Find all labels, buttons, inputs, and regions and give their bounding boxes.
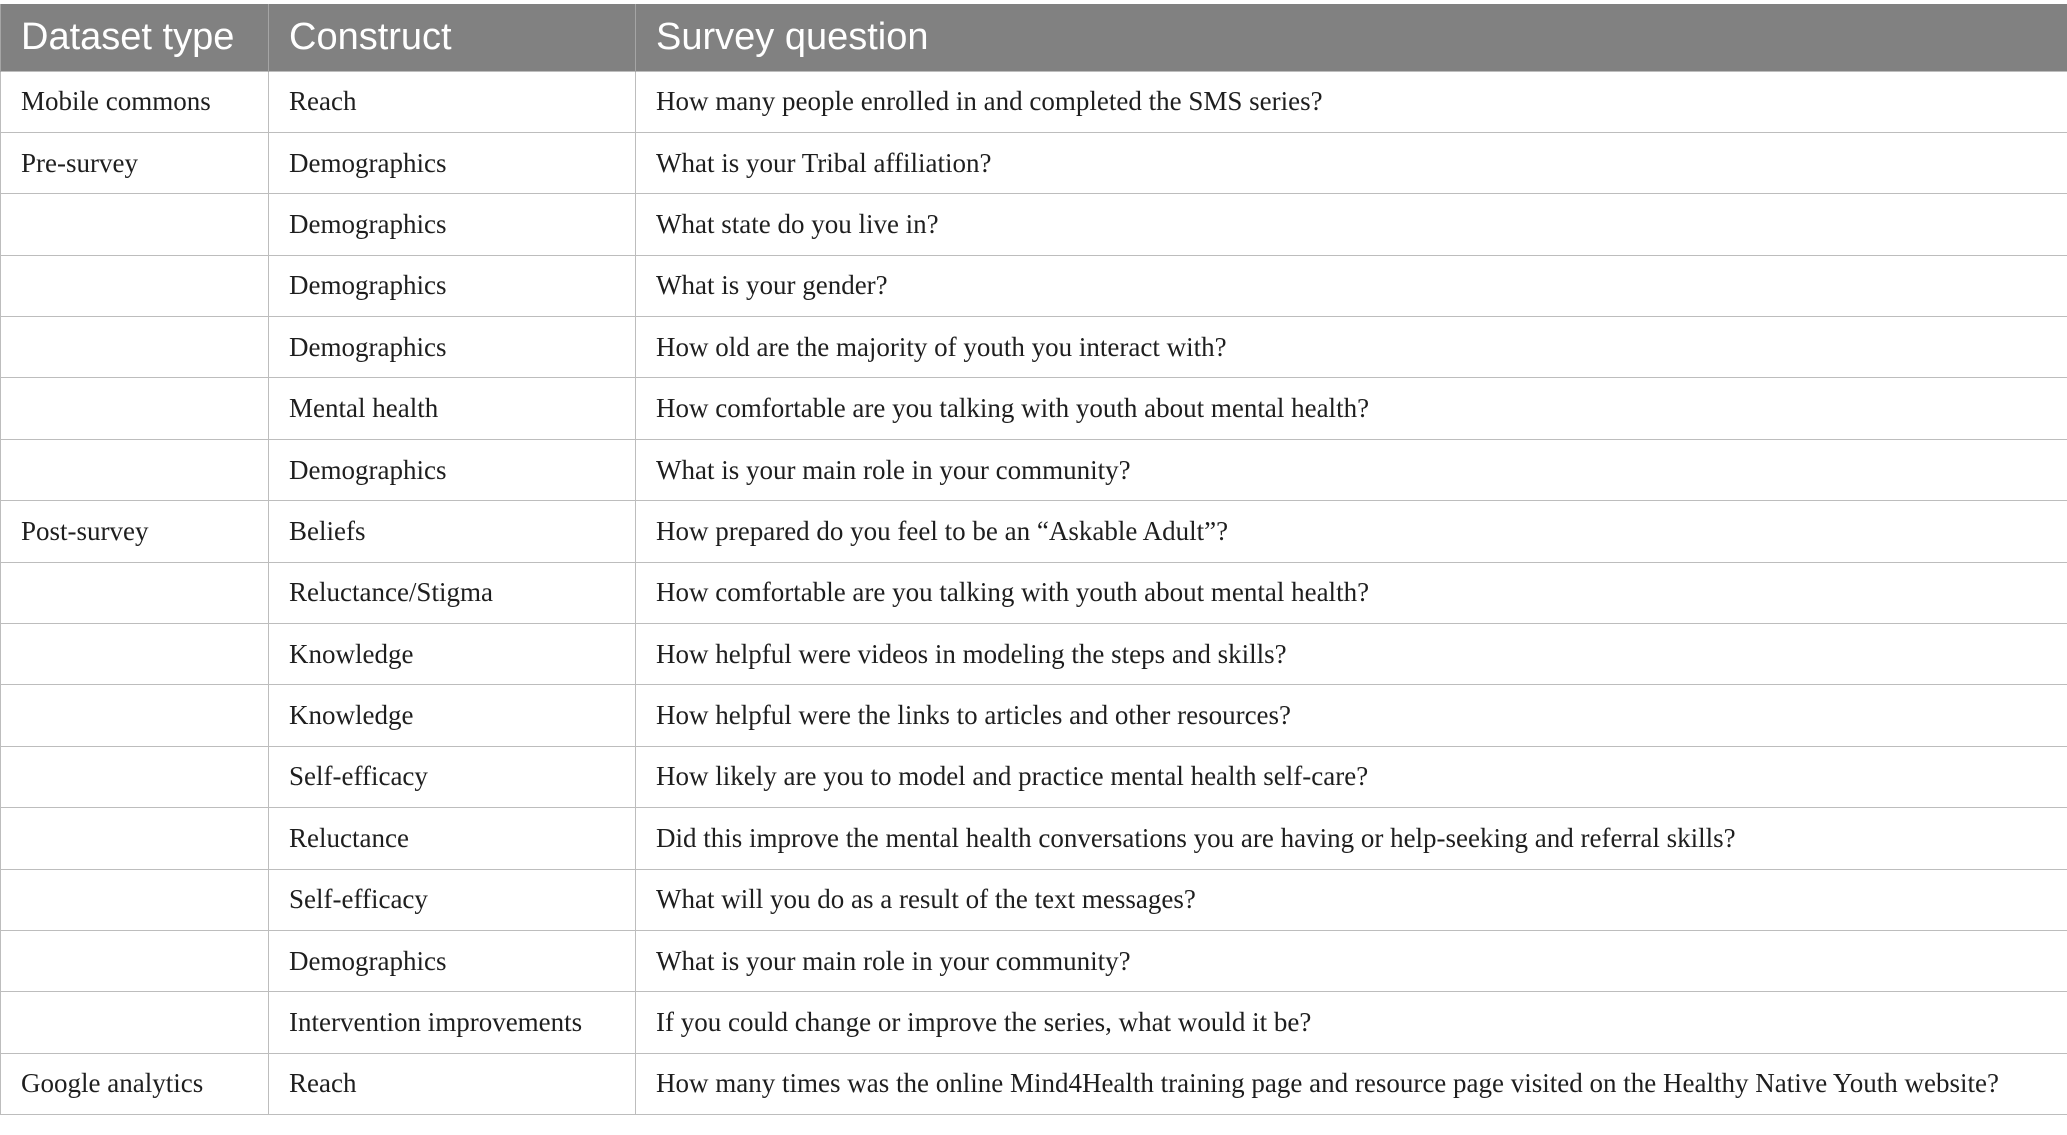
cell-dataset-type <box>1 255 269 316</box>
cell-survey-question: How helpful were videos in modeling the steps and skills? <box>636 624 2067 685</box>
cell-survey-question: How likely are you to model and practice mental health self-care? <box>636 746 2067 807</box>
cell-survey-question: How helpful were the links to articles and other resources? <box>636 685 2067 746</box>
cell-dataset-type <box>1 624 269 685</box>
header-dataset-type: Dataset type <box>1 4 269 71</box>
table-row <box>1 255 2067 316</box>
cell-construct: Knowledge <box>269 624 636 685</box>
table-row <box>1 746 2067 807</box>
cell-construct: Demographics <box>269 317 636 378</box>
cell-construct: Self-efficacy <box>269 869 636 930</box>
cell-survey-question: How old are the majority of youth you interact with? <box>636 317 2067 378</box>
cell-construct: Reluctance/Stigma <box>269 562 636 623</box>
table-row <box>1 439 2067 500</box>
cell-construct: Demographics <box>269 194 636 255</box>
header-survey-question: Survey question <box>636 4 2067 71</box>
table-row <box>1 132 2067 193</box>
cell-dataset-type <box>1 194 269 255</box>
cell-construct: Mental health <box>269 378 636 439</box>
cell-dataset-type <box>1 869 269 930</box>
cell-survey-question: If you could change or improve the series, what would it be? <box>636 992 2067 1053</box>
cell-dataset-type: Google analytics <box>1 1053 269 1114</box>
cell-construct: Demographics <box>269 439 636 500</box>
cell-survey-question: What is your gender? <box>636 255 2067 316</box>
cell-survey-question: What state do you live in? <box>636 194 2067 255</box>
cell-survey-question: What will you do as a result of the text messages? <box>636 869 2067 930</box>
table-row <box>1 685 2067 746</box>
cell-construct: Intervention improvements <box>269 992 636 1053</box>
cell-construct: Demographics <box>269 930 636 991</box>
cell-construct: Demographics <box>269 255 636 316</box>
table-row <box>1 869 2067 930</box>
cell-construct: Self-efficacy <box>269 746 636 807</box>
cell-survey-question: Did this improve the mental health conversations you are having or help-seeking and referral skills? <box>636 808 2067 869</box>
table-row <box>1 992 2067 1053</box>
table-row <box>1 808 2067 869</box>
cell-survey-question: How many times was the online Mind4Health training page and resource page visited on the Healthy Native Youth website? <box>636 1053 2067 1114</box>
cell-construct: Reach <box>269 71 636 132</box>
table-row <box>1 1053 2067 1114</box>
table-row <box>1 930 2067 991</box>
cell-survey-question: What is your main role in your community? <box>636 439 2067 500</box>
cell-dataset-type <box>1 808 269 869</box>
survey-table-container <box>0 4 2067 1115</box>
cell-construct: Beliefs <box>269 501 636 562</box>
table-row <box>1 501 2067 562</box>
table-row <box>1 624 2067 685</box>
table-header <box>1 4 2067 71</box>
table-row <box>1 194 2067 255</box>
cell-dataset-type <box>1 439 269 500</box>
cell-dataset-type <box>1 746 269 807</box>
cell-dataset-type <box>1 685 269 746</box>
cell-construct: Reluctance <box>269 808 636 869</box>
header-row <box>1 4 2067 71</box>
cell-survey-question: How many people enrolled in and completed the SMS series? <box>636 71 2067 132</box>
table-row <box>1 317 2067 378</box>
cell-dataset-type: Pre-survey <box>1 132 269 193</box>
cell-survey-question: How comfortable are you talking with youth about mental health? <box>636 378 2067 439</box>
cell-dataset-type <box>1 930 269 991</box>
cell-construct: Demographics <box>269 132 636 193</box>
cell-construct: Knowledge <box>269 685 636 746</box>
cell-dataset-type <box>1 562 269 623</box>
cell-survey-question: How comfortable are you talking with youth about mental health? <box>636 562 2067 623</box>
table-row <box>1 71 2067 132</box>
table-body <box>1 71 2067 1115</box>
cell-dataset-type <box>1 317 269 378</box>
cell-survey-question: What is your main role in your community? <box>636 930 2067 991</box>
cell-dataset-type: Mobile commons <box>1 71 269 132</box>
cell-survey-question: How prepared do you feel to be an “Askable Adult”? <box>636 501 2067 562</box>
header-construct: Construct <box>269 4 636 71</box>
cell-dataset-type <box>1 378 269 439</box>
cell-survey-question: What is your Tribal affiliation? <box>636 132 2067 193</box>
table-row <box>1 562 2067 623</box>
table-row <box>1 378 2067 439</box>
cell-construct: Reach <box>269 1053 636 1114</box>
cell-dataset-type <box>1 992 269 1053</box>
cell-dataset-type: Post-survey <box>1 501 269 562</box>
survey-table <box>0 4 2067 1115</box>
